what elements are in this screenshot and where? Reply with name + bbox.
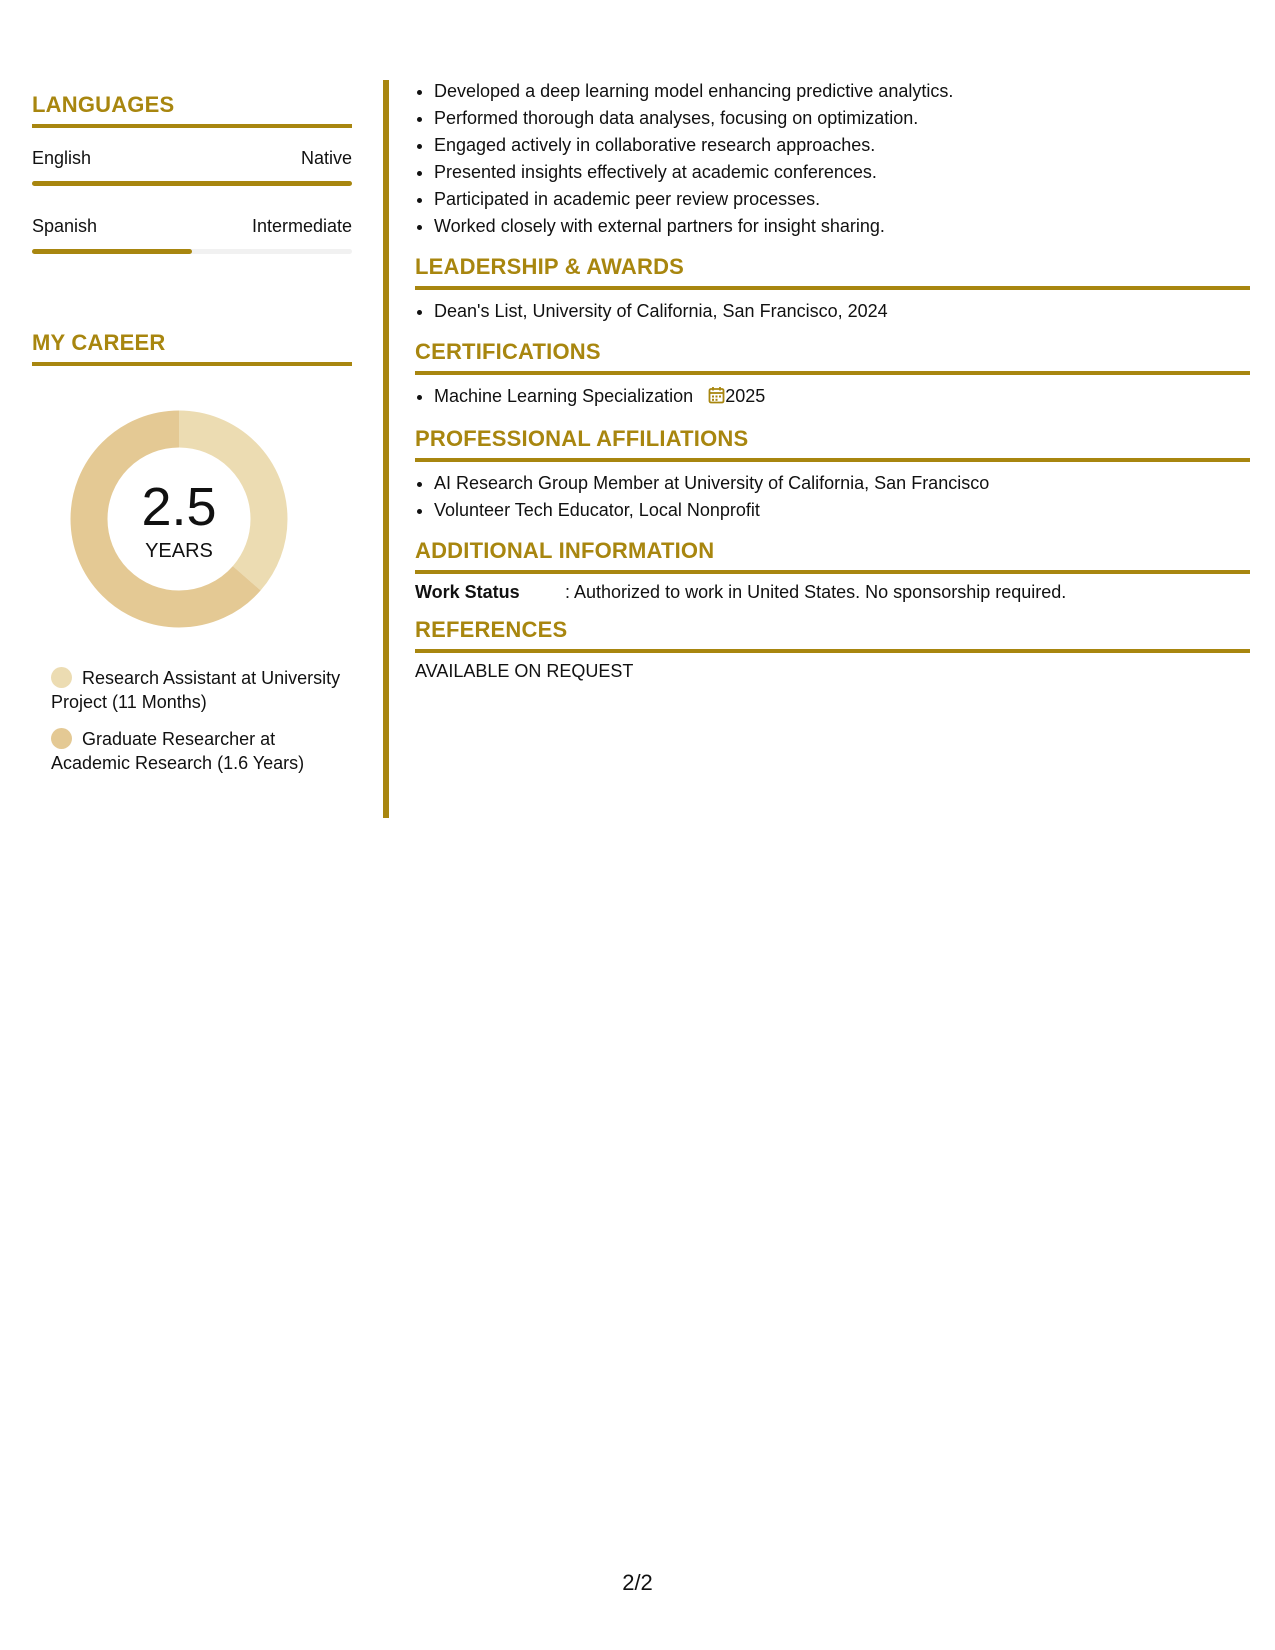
column-divider bbox=[383, 80, 389, 818]
legend-dot bbox=[51, 728, 72, 749]
language-bar bbox=[32, 249, 352, 254]
career-donut-chart bbox=[66, 406, 292, 632]
language-bar bbox=[32, 181, 352, 186]
references-text: AVAILABLE ON REQUEST bbox=[415, 661, 634, 681]
references-title: REFERENCES bbox=[415, 617, 1250, 653]
page-number: 2/2 bbox=[622, 1570, 653, 1595]
experience-bullets bbox=[415, 78, 1250, 240]
list-item: • Performed thorough data analyses, focusing on optimization. bbox=[434, 105, 1250, 132]
career-total-unit: YEARS bbox=[145, 540, 213, 562]
list-item: • Presented insights effectively at academic conferences. bbox=[434, 159, 1250, 186]
language-bar-fill bbox=[32, 181, 352, 186]
right-column bbox=[415, 78, 1250, 682]
certifications-title: CERTIFICATIONS bbox=[415, 339, 1250, 375]
language-name: Spanish bbox=[32, 216, 98, 236]
language-bar-fill bbox=[32, 249, 192, 254]
career-title: MY CAREER bbox=[32, 330, 352, 366]
languages-title: LANGUAGES bbox=[32, 92, 352, 128]
calendar-icon bbox=[708, 385, 725, 412]
donut-center bbox=[66, 406, 292, 632]
career-section bbox=[32, 330, 352, 775]
work-status-value: : Authorized to work in United States. No sponsorship required. bbox=[565, 582, 1067, 602]
work-status-row bbox=[415, 582, 1250, 603]
leadership-section bbox=[415, 254, 1250, 325]
languages-section bbox=[32, 92, 352, 254]
legend-label: Research Assistant at University Project (11 Months) bbox=[51, 668, 341, 712]
language-item bbox=[32, 148, 352, 186]
references-section bbox=[415, 617, 1250, 682]
legend-label: Graduate Researcher at Academic Research (1.6 Years) bbox=[51, 729, 305, 773]
legend-item bbox=[51, 666, 351, 714]
affiliations-section bbox=[415, 426, 1250, 524]
legend-item bbox=[51, 727, 351, 775]
affiliations-title: PROFESSIONAL AFFILIATIONS bbox=[415, 426, 1250, 462]
work-status-label: Work Status bbox=[415, 582, 520, 602]
left-column bbox=[32, 92, 352, 788]
language-level: Native bbox=[300, 148, 352, 168]
language-name: English bbox=[32, 148, 92, 168]
list-item: • Dean's List, University of California, San Francisco, 2024 bbox=[434, 298, 1250, 325]
language-level: Intermediate bbox=[251, 216, 352, 236]
career-total-value: 2.5 bbox=[141, 477, 217, 537]
additional-section bbox=[415, 538, 1250, 603]
list-item bbox=[434, 383, 1250, 412]
list-item: • Participated in academic peer review processes. bbox=[434, 186, 1250, 213]
additional-title: ADDITIONAL INFORMATION bbox=[415, 538, 1250, 574]
list-item: • AI Research Group Member at University of California, San Francisco bbox=[434, 470, 1250, 497]
certification-name: Machine Learning Specialization bbox=[434, 386, 694, 406]
legend-dot bbox=[51, 667, 72, 688]
list-item: • Engaged actively in collaborative research approaches. bbox=[434, 132, 1250, 159]
list-item: • Developed a deep learning model enhancing predictive analytics. bbox=[434, 78, 1250, 105]
certifications-section bbox=[415, 339, 1250, 412]
career-legend bbox=[51, 666, 352, 775]
list-item: • Worked closely with external partners for insight sharing. bbox=[434, 213, 1250, 240]
leadership-title: LEADERSHIP & AWARDS bbox=[415, 254, 1250, 290]
language-item bbox=[32, 216, 352, 254]
certification-year: 2025 bbox=[725, 386, 766, 406]
list-item: • Volunteer Tech Educator, Local Nonprofit bbox=[434, 497, 1250, 524]
